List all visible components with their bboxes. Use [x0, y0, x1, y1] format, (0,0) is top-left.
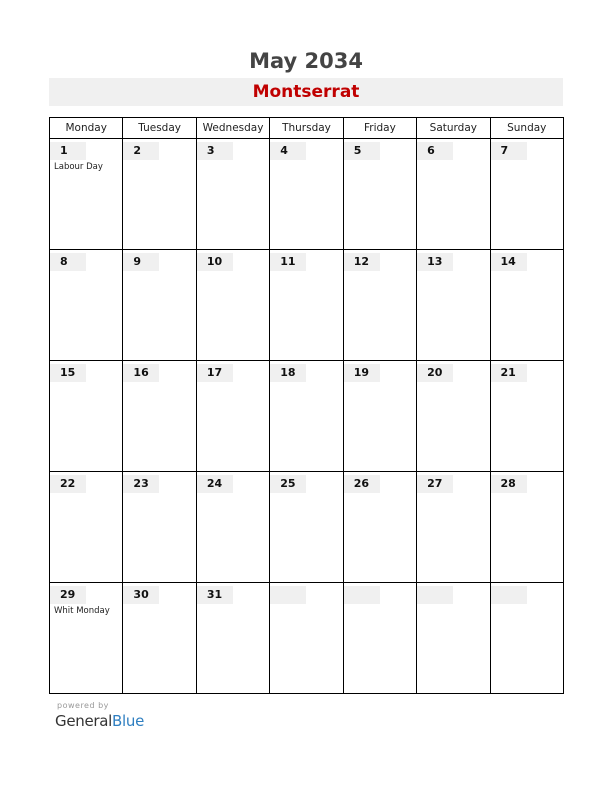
- weekday-header: Tuesday: [123, 118, 196, 139]
- week-row: [50, 583, 564, 694]
- footer-branding: [55, 701, 144, 731]
- day-cell[interactable]: [196, 583, 269, 694]
- day-cell[interactable]: [50, 472, 123, 583]
- day-number: 9: [123, 253, 159, 271]
- weekday-header: Sunday: [490, 118, 563, 139]
- day-cell[interactable]: [270, 139, 343, 250]
- brand-logo[interactable]: [55, 711, 144, 731]
- day-cell[interactable]: [490, 583, 563, 694]
- day-number: 19: [344, 364, 380, 382]
- day-number: 4: [270, 142, 306, 160]
- day-number: 22: [50, 475, 86, 493]
- day-number: 14: [491, 253, 527, 271]
- day-cell[interactable]: [123, 250, 196, 361]
- day-cell[interactable]: [50, 139, 123, 250]
- day-number: 8: [50, 253, 86, 271]
- day-number: 2: [123, 142, 159, 160]
- day-number: 20: [417, 364, 453, 382]
- holiday-label: Whit Monday: [54, 606, 110, 616]
- day-number: 25: [270, 475, 306, 493]
- week-row: [50, 472, 564, 583]
- day-cell[interactable]: [50, 361, 123, 472]
- day-cell[interactable]: [343, 250, 416, 361]
- day-number: [270, 586, 306, 604]
- holiday-label: Labour Day: [54, 162, 103, 172]
- day-cell[interactable]: [123, 472, 196, 583]
- day-cell[interactable]: [270, 361, 343, 472]
- weekday-header: Wednesday: [196, 118, 269, 139]
- day-number: [417, 586, 453, 604]
- weekday-header: Thursday: [270, 118, 343, 139]
- day-cell[interactable]: [417, 472, 490, 583]
- weekday-header: Monday: [50, 118, 123, 139]
- day-cell[interactable]: [490, 250, 563, 361]
- day-number: [344, 586, 380, 604]
- day-number: 28: [491, 475, 527, 493]
- day-number: 15: [50, 364, 86, 382]
- day-number: 11: [270, 253, 306, 271]
- day-cell[interactable]: [270, 250, 343, 361]
- day-cell[interactable]: [490, 139, 563, 250]
- day-cell[interactable]: [343, 472, 416, 583]
- day-number: 17: [197, 364, 233, 382]
- day-number: 3: [197, 142, 233, 160]
- day-number: 16: [123, 364, 159, 382]
- day-cell[interactable]: [417, 361, 490, 472]
- day-number: 26: [344, 475, 380, 493]
- day-cell[interactable]: [50, 250, 123, 361]
- day-cell[interactable]: [196, 472, 269, 583]
- day-cell[interactable]: [123, 583, 196, 694]
- day-number: 12: [344, 253, 380, 271]
- day-cell[interactable]: [343, 361, 416, 472]
- day-number: 27: [417, 475, 453, 493]
- day-cell[interactable]: [343, 583, 416, 694]
- day-number: 10: [197, 253, 233, 271]
- day-cell[interactable]: [123, 139, 196, 250]
- day-number: 18: [270, 364, 306, 382]
- day-cell[interactable]: [270, 583, 343, 694]
- weekday-header: Friday: [343, 118, 416, 139]
- day-cell[interactable]: [196, 250, 269, 361]
- calendar-grid: [49, 117, 564, 694]
- country-banner: [49, 78, 563, 106]
- week-row: [50, 250, 564, 361]
- day-cell[interactable]: [270, 472, 343, 583]
- day-number: 30: [123, 586, 159, 604]
- brand-blue-text: Blue: [112, 712, 145, 730]
- day-cell[interactable]: [490, 472, 563, 583]
- country-name: Montserrat: [252, 82, 360, 102]
- day-number: 6: [417, 142, 453, 160]
- day-number: 21: [491, 364, 527, 382]
- brand-general-text: General: [55, 712, 113, 730]
- day-cell[interactable]: [196, 139, 269, 250]
- day-number: [491, 586, 527, 604]
- day-number: 7: [491, 142, 527, 160]
- day-cell[interactable]: [417, 583, 490, 694]
- calendar-title: May 2034: [249, 49, 363, 73]
- day-cell[interactable]: [196, 361, 269, 472]
- day-number: 1: [50, 142, 86, 160]
- day-number: 31: [197, 586, 233, 604]
- day-cell[interactable]: [417, 139, 490, 250]
- day-cell[interactable]: [50, 583, 123, 694]
- day-cell[interactable]: [343, 139, 416, 250]
- day-cell[interactable]: [417, 250, 490, 361]
- day-number: 23: [123, 475, 159, 493]
- day-number: 24: [197, 475, 233, 493]
- day-number: 29: [50, 586, 86, 604]
- weekday-header-row: [50, 118, 564, 139]
- day-cell[interactable]: [490, 361, 563, 472]
- day-cell[interactable]: [123, 361, 196, 472]
- week-row: [50, 139, 564, 250]
- powered-by-label: powered by: [57, 701, 109, 710]
- day-number: 5: [344, 142, 380, 160]
- week-row: [50, 361, 564, 472]
- day-number: 13: [417, 253, 453, 271]
- weekday-header: Saturday: [417, 118, 490, 139]
